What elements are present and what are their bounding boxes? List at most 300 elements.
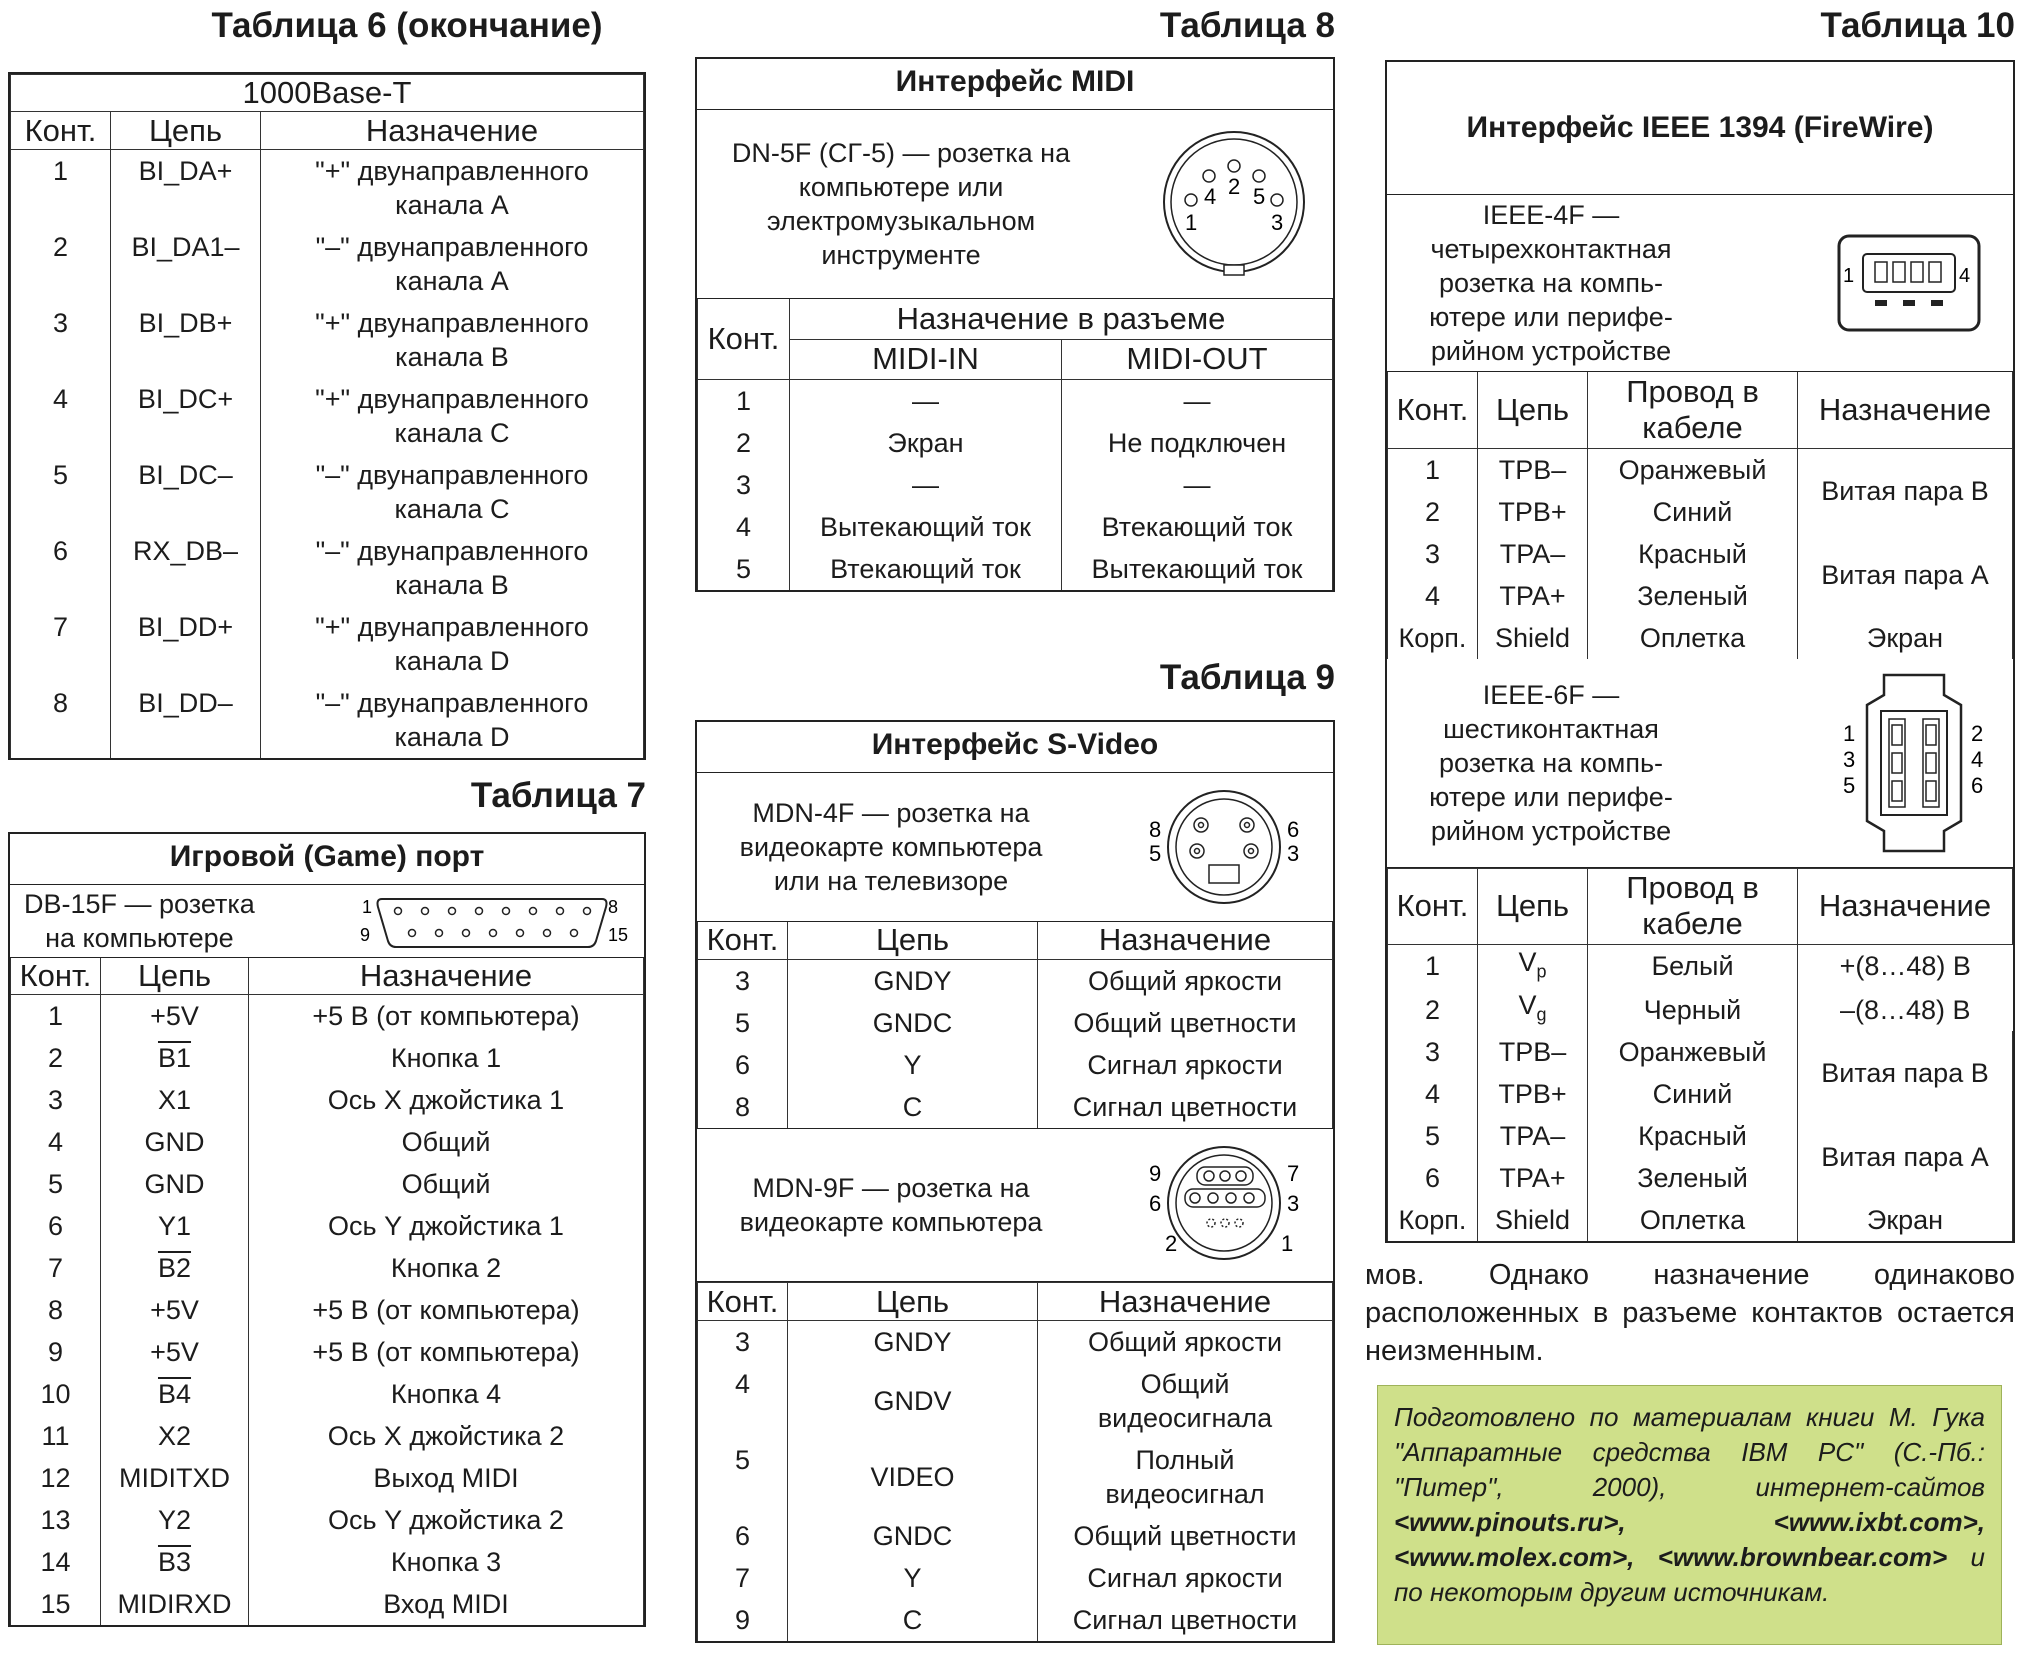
table-cell: Общий	[249, 1121, 644, 1163]
pin-label: 4	[1204, 184, 1217, 209]
cell-line: видеосигнал	[1105, 1479, 1265, 1509]
table7-body	[10, 995, 644, 1625]
col-header: Конт.	[698, 1283, 788, 1321]
connector-desc: видеокарте компьютера	[739, 1207, 1043, 1237]
connector-desc: MDN-9F — розетка на	[752, 1173, 1030, 1203]
table-cell: 7	[11, 606, 111, 682]
table-cell: Кнопка 3	[249, 1541, 644, 1583]
pin-label: 2	[1165, 1231, 1178, 1256]
connector-desc: ютере или перифе-	[1429, 302, 1673, 332]
table-cell: Y	[788, 1557, 1038, 1599]
table-cell: Ось Y джойстика 2	[249, 1499, 644, 1541]
table-cell: 1	[1388, 449, 1478, 491]
pin-label: 8	[1149, 816, 1162, 842]
cell-line: Полный	[1135, 1445, 1235, 1475]
table-cell: Кнопка 1	[249, 1037, 644, 1079]
table-cell: 4	[11, 1121, 101, 1163]
pin-label: 3	[1843, 746, 1856, 772]
pin-label: 9	[360, 925, 371, 945]
table-cell	[1038, 1439, 1333, 1515]
table-cell: BI_DA+	[111, 150, 261, 226]
cell-line: канала C	[394, 494, 510, 524]
table-cell: +5V	[101, 1289, 249, 1331]
table10-caption: Интерфейс IEEE 1394 (FireWire)	[1387, 62, 2013, 195]
table-cell: X1	[101, 1079, 249, 1121]
table-cell: 4	[698, 1363, 788, 1439]
table-row	[11, 226, 644, 302]
table10-title: Таблица 10	[1820, 6, 2015, 45]
table-cell: —	[790, 380, 1062, 422]
table-cell: Вытекающий ток	[1062, 548, 1333, 590]
table-row	[11, 378, 644, 454]
db15-connector-icon	[360, 891, 630, 951]
table-cell: TPB+	[1478, 491, 1588, 533]
table-cell: 8	[11, 1289, 101, 1331]
table-row	[698, 380, 1333, 422]
table-cell	[261, 606, 644, 682]
connector-desc: или на телевизоре	[773, 865, 1009, 896]
table-cell: Y2	[101, 1499, 249, 1541]
pair-cell: Экран	[1798, 1199, 2013, 1241]
table-cell: RX_DB–	[111, 530, 261, 606]
pair-cell: Витая пара B	[1798, 449, 2013, 533]
pin-label: 1	[1843, 265, 1855, 287]
table-cell: +5 В (от компьютера)	[249, 1331, 644, 1373]
connector-desc: розетка на компь-	[1438, 747, 1663, 778]
table-cell: Сигнал цветности	[1038, 1086, 1333, 1128]
table-cell: Кнопка 2	[249, 1247, 644, 1289]
table-row	[698, 422, 1333, 464]
table-row	[11, 995, 644, 1037]
table-cell: 14	[11, 1541, 101, 1583]
table-cell: —	[1062, 380, 1333, 422]
connector-desc: электромузыкальном	[766, 206, 1036, 236]
table-row	[11, 1457, 644, 1499]
table-row	[698, 1515, 1333, 1557]
table-cell: Общий цветности	[1038, 1002, 1333, 1044]
connector-desc: DB-15F — розетка	[24, 889, 255, 919]
cell-line: канала A	[395, 190, 509, 220]
connector-desc: четырехконтактная	[1430, 234, 1672, 264]
table-cell: Общий	[249, 1163, 644, 1205]
table10-body-4pin	[1387, 449, 2013, 659]
table10	[1385, 60, 2015, 1243]
table-cell: 8	[698, 1086, 788, 1128]
table-cell: MIDITXD	[101, 1457, 249, 1499]
table9-body-mdn4	[697, 960, 1333, 1128]
note-site: <www.pinouts.ru>,	[1394, 1507, 1626, 1537]
table-cell: 7	[11, 1247, 101, 1289]
pin-label: 1	[1185, 210, 1198, 235]
table-row	[11, 302, 644, 378]
table7	[8, 832, 646, 1627]
table-cell: 3	[698, 464, 790, 506]
cell-line: Общий	[1140, 1369, 1230, 1399]
col-header	[1588, 372, 1798, 448]
pin-label: 5	[1149, 840, 1162, 866]
table6-title: Таблица 6 (окончание)	[211, 6, 603, 45]
col-header: Цепь	[111, 112, 261, 150]
pin-label: 9	[1149, 1161, 1162, 1186]
cell-text: TPB–	[1498, 1037, 1567, 1068]
table-cell: 2	[698, 422, 790, 464]
cell-text: TPA–	[1499, 1121, 1566, 1152]
table-cell: 9	[11, 1331, 101, 1373]
table-cell: 5	[11, 454, 111, 530]
table-cell: Черный	[1588, 988, 1798, 1031]
pin-label: 6	[1971, 772, 1984, 798]
table-row	[11, 530, 644, 606]
col-header-line: кабеле	[1642, 906, 1743, 941]
table-cell: 3	[698, 1321, 788, 1363]
table10-connector-4pin	[1387, 195, 2013, 372]
table-cell: 5	[698, 1439, 788, 1515]
table-row	[1388, 533, 2013, 575]
table10-body-6pin	[1387, 945, 2013, 1242]
table-row	[698, 960, 1333, 1002]
table-cell: 6	[11, 1205, 101, 1247]
table-cell	[1478, 1073, 1588, 1115]
table-cell: 12	[11, 1457, 101, 1499]
mini-din9-connector-icon	[1129, 1141, 1319, 1269]
table-cell: BI_DC+	[111, 378, 261, 454]
table-cell: 4	[698, 506, 790, 548]
table-cell: –(8…48) В	[1798, 988, 2013, 1031]
table-cell: 5	[698, 1002, 788, 1044]
table-row	[1388, 1031, 2013, 1073]
table-cell	[261, 530, 644, 606]
column-middle	[695, 0, 1335, 1643]
table-cell: Ось X джойстика 1	[249, 1079, 644, 1121]
table-cell: 2	[11, 226, 111, 302]
table9-connector-mdn4	[697, 773, 1333, 922]
table-cell: 13	[11, 1499, 101, 1541]
table-row	[1388, 1199, 2013, 1241]
table-cell: Вытекающий ток	[790, 506, 1062, 548]
pair-cell: Витая пара A	[1798, 533, 2013, 617]
table9-body-mdn9	[697, 1321, 1333, 1641]
table-row	[698, 548, 1333, 590]
table-row	[698, 1599, 1333, 1641]
connector-desc: IEEE-6F —	[1482, 679, 1620, 710]
col-header: Назначение	[1038, 1283, 1333, 1321]
table-cell: 4	[1388, 1073, 1478, 1115]
table-cell: TPA–	[1478, 533, 1588, 575]
table-cell: 5	[11, 1163, 101, 1205]
table-cell: C	[788, 1599, 1038, 1641]
table-row	[11, 1121, 644, 1163]
table-cell: Красный	[1588, 1115, 1798, 1157]
col-header: Назначение	[261, 112, 644, 150]
table-cell: BI_DD–	[111, 682, 261, 758]
connector-desc: рийном устройстве	[1430, 336, 1672, 366]
pin-label: 1	[362, 897, 373, 917]
table-row	[698, 1557, 1333, 1599]
pin-label: 6	[1149, 1191, 1162, 1216]
pin-label: 6	[1287, 816, 1300, 842]
table-cell: Оранжевый	[1588, 449, 1798, 491]
table-cell: Y	[788, 1044, 1038, 1086]
cell-line: "+" двунаправленного	[315, 384, 589, 414]
table-cell: Не подключен	[1062, 422, 1333, 464]
table-cell: 6	[11, 530, 111, 606]
table-cell	[1038, 1321, 1333, 1363]
ieee1394-4pin-connector-icon	[1819, 228, 1999, 338]
pin-label: 3	[1287, 840, 1300, 866]
table-cell: Оплетка	[1588, 1199, 1798, 1241]
table-cell: 9	[698, 1599, 788, 1641]
table6-body	[10, 150, 644, 758]
col-header-line: кабеле	[1642, 409, 1743, 445]
cell-line: канала B	[395, 342, 509, 372]
table-cell: Синий	[1588, 491, 1798, 533]
table7-title: Таблица 7	[470, 776, 646, 815]
table-row	[698, 1086, 1333, 1128]
table-cell: Оранжевый	[1588, 1031, 1798, 1073]
table-row	[11, 1037, 644, 1079]
table-cell: C	[788, 1086, 1038, 1128]
note-text: и по некоторым другим источникам.	[1394, 1542, 1985, 1607]
table-cell: Ось Y джойстика 1	[249, 1205, 644, 1247]
table-cell	[1478, 1199, 1588, 1241]
col-header-line: Провод в	[1626, 373, 1759, 409]
table-cell	[261, 226, 644, 302]
table-cell: 3	[1388, 533, 1478, 575]
col-header: Цепь	[788, 1283, 1038, 1321]
table-cell: 1	[1388, 945, 1478, 988]
table-row	[11, 682, 644, 758]
table-cell: Кнопка 4	[249, 1373, 644, 1415]
table-row	[11, 1289, 644, 1331]
table-cell: 1	[698, 380, 790, 422]
table-cell: Ось X джойстика 2	[249, 1415, 644, 1457]
table-row	[11, 1205, 644, 1247]
table-row	[11, 454, 644, 530]
col-header: Цепь	[101, 958, 249, 994]
table-cell: 3	[698, 960, 788, 1002]
table-row	[1388, 988, 2013, 1031]
table10-connector-6pin	[1387, 659, 2013, 868]
mini-din4-connector-icon	[1129, 785, 1319, 909]
table7-connector	[10, 885, 644, 958]
table-cell	[261, 378, 644, 454]
table-row	[1388, 449, 2013, 491]
col-header: Назначение	[1798, 372, 2013, 448]
pin-label: 5	[1253, 184, 1266, 209]
table-row	[11, 606, 644, 682]
table8-caption: Интерфейс MIDI	[697, 59, 1333, 110]
table-cell: Общий яркости	[1038, 960, 1333, 1002]
table-row	[1388, 1115, 2013, 1157]
table-cell: Y1	[101, 1205, 249, 1247]
table-cell: 2	[1388, 988, 1478, 1031]
pin-label: 2	[1971, 720, 1984, 746]
cell-text: TPB+	[1498, 1079, 1567, 1110]
cell-text: Shield	[1494, 1205, 1571, 1236]
table-row	[11, 1583, 644, 1625]
cell-line: канала C	[394, 418, 510, 448]
cell-line: "+" двунаправленного	[315, 308, 589, 338]
continuation-paragraph: мов. Однако назначение одинаково расположенных в разъеме контактов остается неизменным.	[1365, 1259, 2015, 1367]
table-cell: Зеленый	[1588, 575, 1798, 617]
table-cell	[1038, 1557, 1333, 1599]
cell-text: V	[1518, 989, 1537, 1020]
table-cell: 3	[11, 1079, 101, 1121]
cell-line: канала A	[395, 266, 509, 296]
table-cell: 10	[11, 1373, 101, 1415]
connector-desc: IEEE-4F —	[1482, 200, 1620, 230]
table-cell	[261, 302, 644, 378]
table-cell	[1038, 1599, 1333, 1641]
table9-connector-mdn9	[697, 1128, 1333, 1282]
table-cell: 2	[1388, 491, 1478, 533]
ieee1394-6pin-connector-icon	[1829, 671, 1999, 855]
table-cell: 1	[11, 150, 111, 226]
col-header: Назначение	[249, 958, 644, 994]
table-cell: 3	[1388, 1031, 1478, 1073]
pin-label: 1	[1281, 1231, 1294, 1256]
connector-desc: компьютере или	[798, 172, 1004, 202]
table-cell	[1478, 1031, 1588, 1073]
table-row	[698, 1044, 1333, 1086]
table-cell	[1038, 1515, 1333, 1557]
table8-connector	[697, 110, 1333, 299]
note-site: <www.molex.com>,	[1394, 1542, 1635, 1572]
connector-desc: рийном устройстве	[1430, 815, 1672, 846]
cell-line: Общий цветности	[1073, 1521, 1297, 1551]
table-row	[11, 1163, 644, 1205]
table-row	[11, 1373, 644, 1415]
connector-desc: инструменте	[821, 240, 981, 270]
table-cell: Красный	[1588, 533, 1798, 575]
table-cell	[1478, 1157, 1588, 1199]
table-row	[698, 506, 1333, 548]
table-cell: MIDIRXD	[101, 1583, 249, 1625]
table-cell: —	[790, 464, 1062, 506]
table-cell: TPA+	[1478, 575, 1588, 617]
cell-line: Общий яркости	[1087, 1327, 1283, 1357]
col-header: Конт.	[698, 299, 790, 379]
table-cell: Корп.	[1388, 617, 1478, 659]
table-row	[698, 1002, 1333, 1044]
table-cell	[1478, 945, 1588, 988]
table-cell: 7	[698, 1557, 788, 1599]
table-cell: Вход MIDI	[249, 1583, 644, 1625]
table-cell: GNDC	[788, 1515, 1038, 1557]
table9-caption: Интерфейс S-Video	[697, 722, 1333, 773]
table-row	[11, 1079, 644, 1121]
pin-label: 7	[1287, 1161, 1300, 1186]
pin-label: 4	[1959, 265, 1971, 287]
table-cell: 5	[1388, 1115, 1478, 1157]
cell-line: канала D	[394, 722, 510, 752]
table-cell: 11	[11, 1415, 101, 1457]
table-cell: Белый	[1588, 945, 1798, 988]
table-cell: Втекающий ток	[790, 548, 1062, 590]
connector-desc: шестиконтактная	[1443, 713, 1659, 744]
table-row	[11, 1541, 644, 1583]
table6-caption: 1000Base-T	[11, 75, 644, 112]
table-cell: +5 В (от компьютера)	[249, 995, 644, 1037]
table-cell: VIDEO	[788, 1439, 1038, 1515]
table-cell: B1	[101, 1037, 249, 1079]
cell-line: видеосигнала	[1097, 1403, 1273, 1433]
col-header: Конт.	[1388, 868, 1478, 944]
table-cell: 2	[11, 1037, 101, 1079]
pair-cell: Витая пара B	[1798, 1031, 2013, 1115]
connector-desc: DN-5F (СГ-5) — розетка на	[731, 138, 1071, 168]
table-cell: GND	[101, 1121, 249, 1163]
column-right	[1385, 0, 2015, 1243]
cell-line: "–" двунаправленного	[315, 536, 589, 566]
table-row	[11, 1247, 644, 1289]
pin-label: 4	[1971, 746, 1984, 772]
table-row	[698, 1439, 1333, 1515]
column-left	[8, 0, 646, 1627]
table-row	[11, 1415, 644, 1457]
table-cell: +5V	[101, 1331, 249, 1373]
table-cell	[1478, 988, 1588, 1031]
col-header: Назначение	[1798, 868, 2013, 944]
table-row	[1388, 945, 2013, 988]
table-cell: Оплетка	[1588, 617, 1798, 659]
col-header: Цепь	[1478, 372, 1588, 448]
table-cell: B2	[101, 1247, 249, 1289]
col-header-line: Провод в	[1626, 870, 1759, 905]
table7-caption: Игровой (Game) порт	[10, 834, 644, 885]
connector-desc: розетка на компь-	[1438, 268, 1663, 298]
table-cell: 4	[11, 378, 111, 454]
table-cell: +5 В (от компьютера)	[249, 1289, 644, 1331]
col-header: Цепь	[1478, 868, 1588, 944]
table-row	[698, 464, 1333, 506]
table-cell: Зеленый	[1588, 1157, 1798, 1199]
pin-label: 2	[1228, 174, 1241, 199]
table-row	[698, 1321, 1333, 1363]
table-row	[698, 1363, 1333, 1439]
col-header: Назначение	[1038, 922, 1333, 960]
cell-line: Сигнал яркости	[1087, 1563, 1283, 1593]
connector-desc: видеокарте компьютера	[739, 831, 1043, 862]
table-cell: Синий	[1588, 1073, 1798, 1115]
table-cell: 4	[1388, 575, 1478, 617]
cell-line: "–" двунаправленного	[315, 460, 589, 490]
table-cell: 15	[11, 1583, 101, 1625]
table-cell: 6	[698, 1044, 788, 1086]
col-header: Конт.	[11, 112, 111, 150]
cell-subscript: p	[1536, 960, 1547, 981]
col-header: Цепь	[788, 922, 1038, 960]
din5-connector-icon	[1149, 124, 1319, 284]
table-cell: GNDY	[788, 1321, 1038, 1363]
connector-desc: на компьютере	[45, 923, 234, 953]
pin-label: 15	[608, 925, 629, 945]
table9	[695, 720, 1335, 1644]
table-cell: GNDY	[788, 960, 1038, 1002]
table-cell: GNDV	[788, 1363, 1038, 1439]
table-cell: BI_DB+	[111, 302, 261, 378]
col-header: Конт.	[1388, 372, 1478, 448]
pin-label: 5	[1843, 772, 1856, 798]
table-cell: 3	[11, 302, 111, 378]
note-site: <www.ixbt.com>,	[1773, 1507, 1985, 1537]
table-cell: 5	[698, 548, 790, 590]
table-cell: Корп.	[1388, 1199, 1478, 1241]
note-site: <www.brownbear.com>	[1657, 1542, 1948, 1572]
table-cell: —	[1062, 464, 1333, 506]
table-cell: +5V	[101, 995, 249, 1037]
table-cell: BI_DC–	[111, 454, 261, 530]
